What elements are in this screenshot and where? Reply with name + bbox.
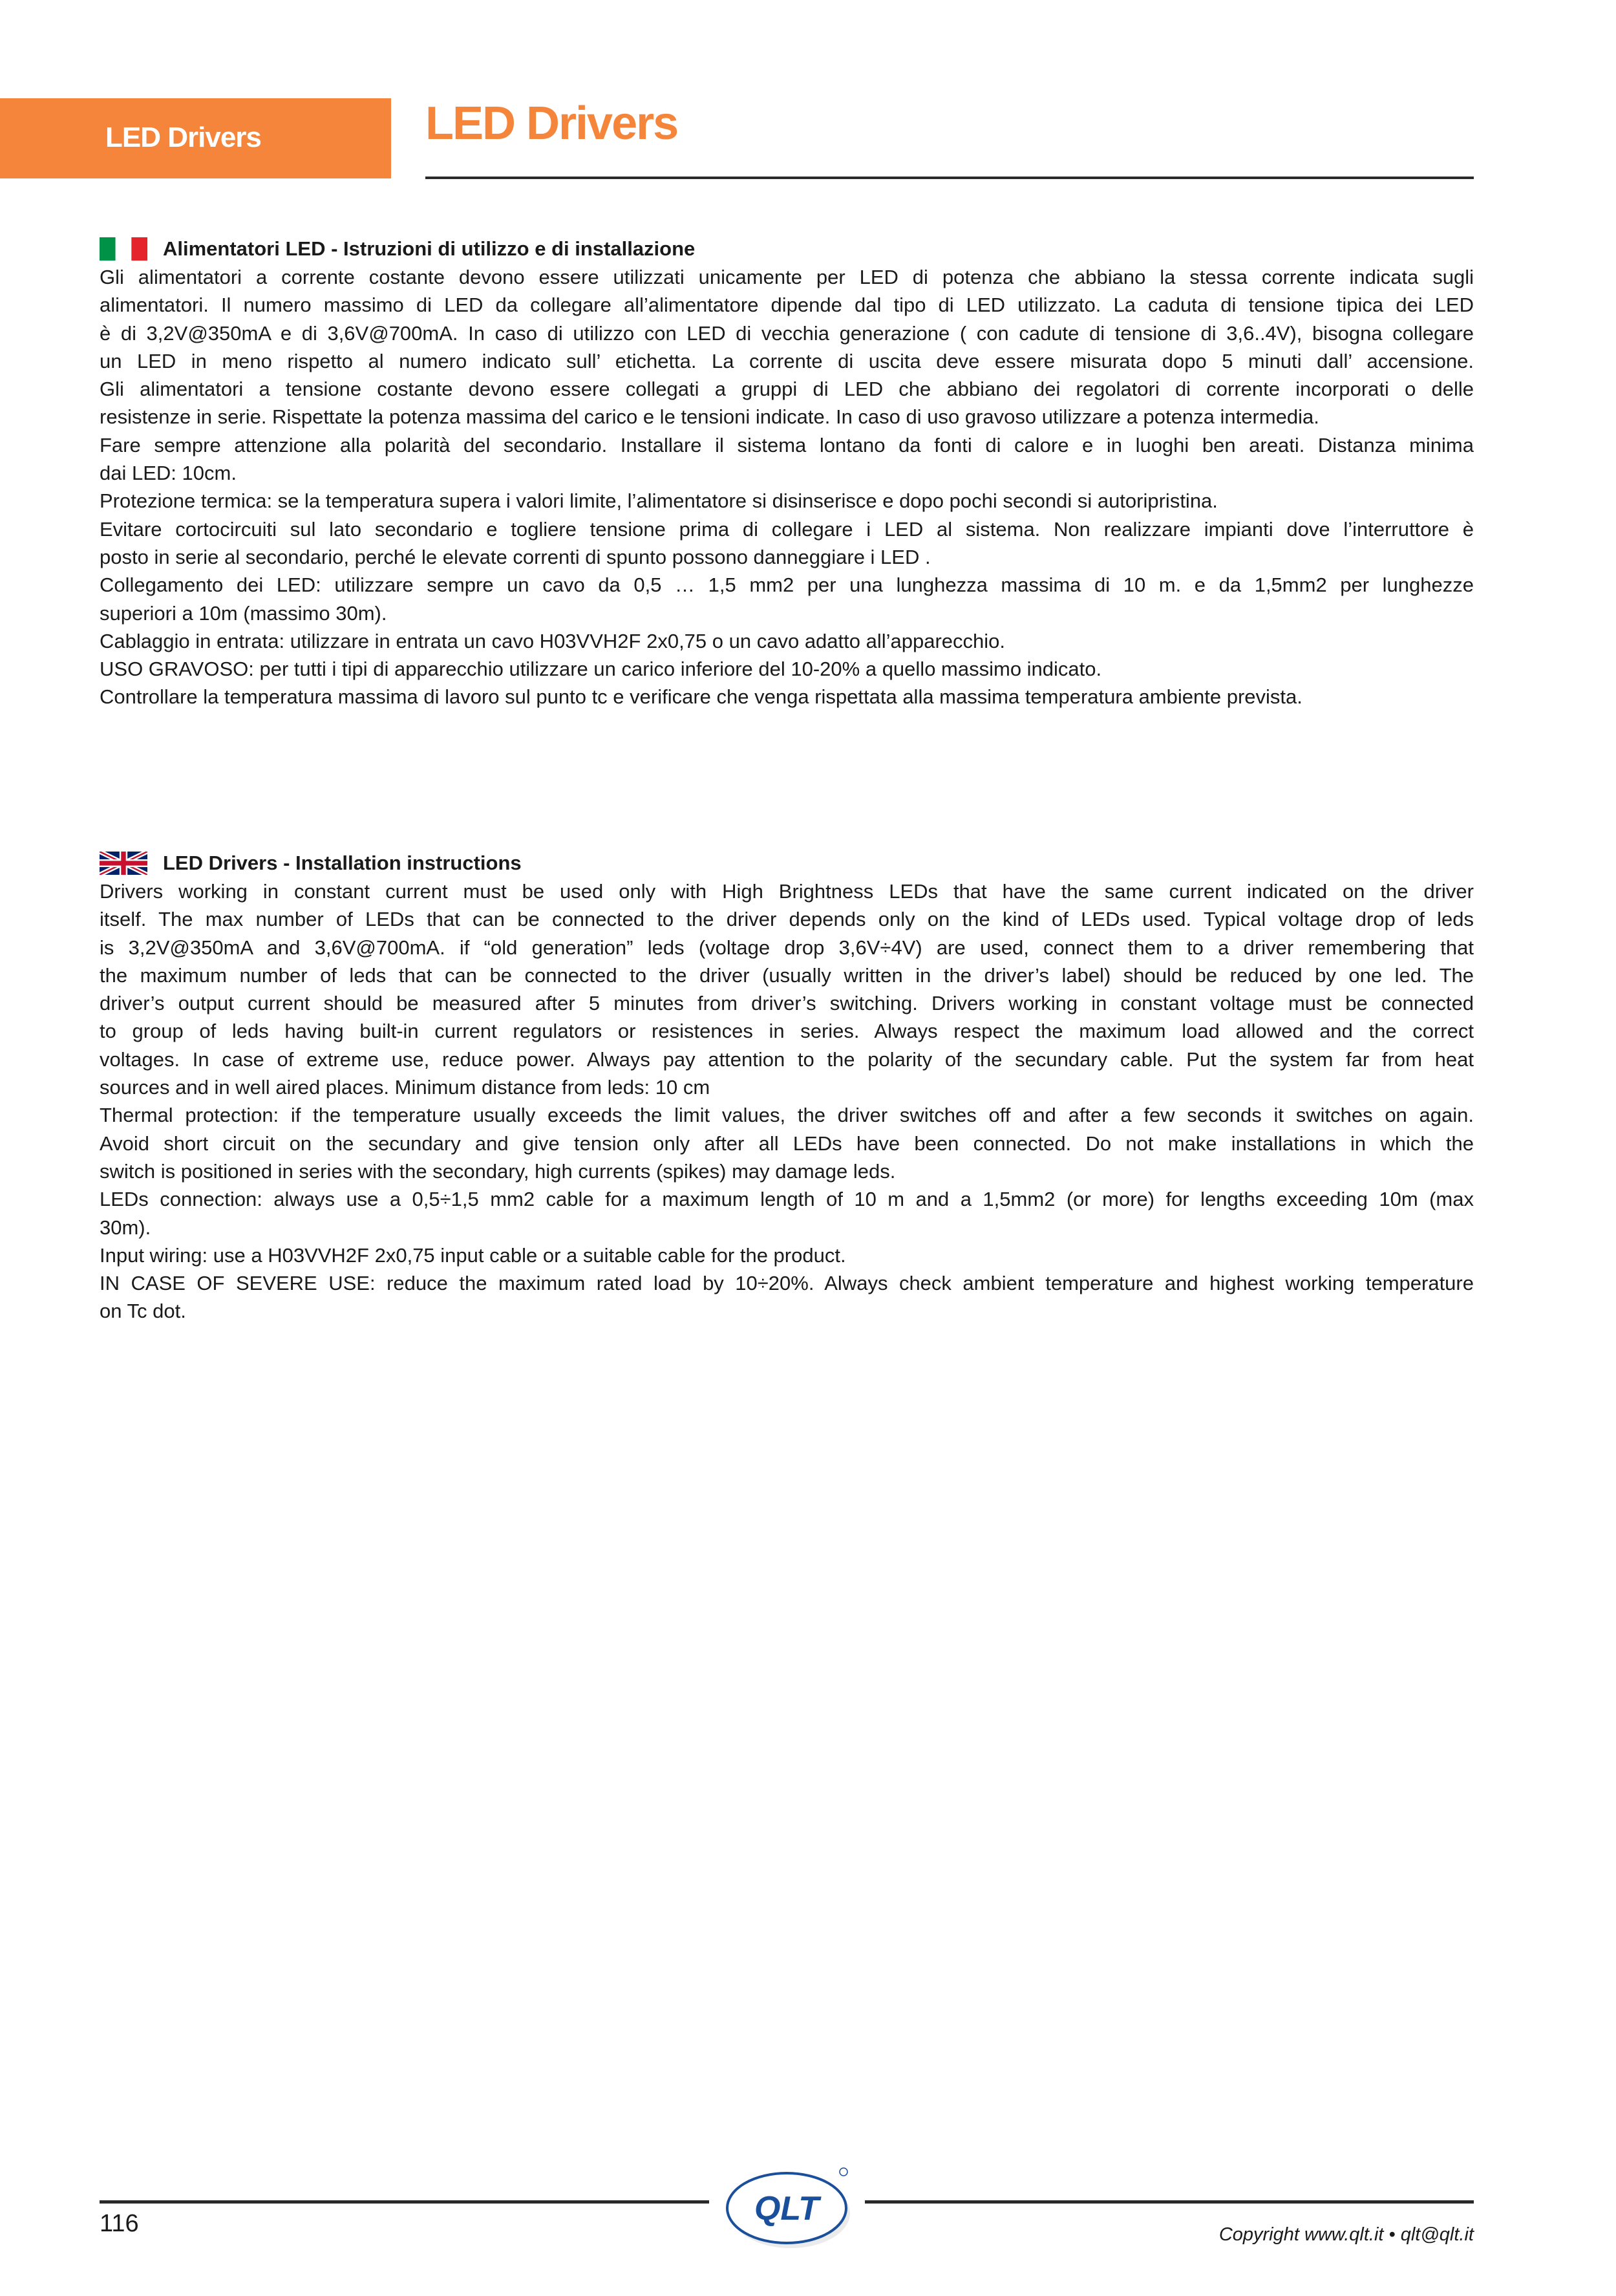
body-line: resistenze in serie. Rispettate la potenza massima del carico e le tensioni indicate. In caso di uso gravoso utilizzare a potenza intermedia. [100,405,1319,429]
body-line: LEDs connection: always use a 0,5÷1,5 mm2 cable for a maximum length of 10 m and a 1,5mm2 (or more) for lengths exceeding 10m (max [100,1188,1474,1211]
body-line: is 3,2V@350mA and 3,6V@700mA. if “old generation” leds (voltage drop 3,6V÷4V) are used, connect them to a driver remembering that [100,936,1474,959]
body-line: Thermal protection: if the temperature usually exceeds the limit values, the driver switches off and after a few seconds it switches on again. [100,1104,1474,1127]
body-line: sources and in well aired places. Minimum distance from leds: 10 cm [100,1076,710,1099]
header-divider [425,177,1474,179]
uk-flag-icon [100,852,147,875]
english-heading [100,849,1474,877]
english-section [100,849,1474,1325]
body-line: alimentatori. Il numero massimo di LED da collegare all’alimentatore dipende dal tipo di LED utilizzato. La caduta di tensione tipica dei LED [100,294,1474,317]
body-line: on Tc dot. [100,1300,186,1323]
logo-text: QLT [754,2190,820,2227]
body-line: un LED in meno rispetto al numero indicato sull’ etichetta. La corrente di uscita deve essere misurata dopo 5 minuti dall’ accensione. [100,349,1474,372]
body-line: Fare sempre attenzione alla polarità del secondario. Installare il sistema lontano da fonti di calore e in luoghi ben areati. Distanza minima [100,433,1474,456]
body-line: the maximum number of leds that can be connected to the driver (usually written in the driver’s label) should be reduced by one led. The [100,963,1474,987]
english-heading-text: LED Drivers - Installation instructions [163,852,522,874]
body-line: itself. The max number of LEDs that can be connected to the driver depends only on the kind of LEDs used. Typical voltage drop of leds [100,908,1474,931]
body-line: switch is positioned in series with the secondary, high currents (spikes) may damage leds. [100,1159,896,1183]
page-number: 116 [100,2210,139,2237]
body-line: posto in serie al secondario, perché le elevate correnti di spunto possono danneggiare i LED . [100,545,931,568]
body-line: Evitare cortocircuiti sul lato secondario e togliere tensione prima di collegare i LED al sistema. Non realizzare impianti dove l’interruttore è [100,517,1474,541]
copyright-text: Copyright www.qlt.it • qlt@qlt.it [1218,2224,1474,2245]
body-line: superiori a 10m (massimo 30m). [100,601,387,625]
body-line: USO GRAVOSO: per tutti i tipi di apparecchio utilizzare un carico inferiore del 10-20% a quello massimo indicato. [100,658,1102,681]
section-tab [0,98,391,178]
body-line: driver’s output current should be measured after 5 minutes from driver’s switching. Drivers working in constant voltage must be connected [100,992,1474,1015]
body-line: IN CASE OF SEVERE USE: reduce the maximum rated load by 10÷20%. Always check ambient temperature and highest working temperature [100,1272,1474,1295]
body-line: Avoid short circuit on the secundary and give tension only after all LEDs have been connected. Do not make installations in which the [100,1132,1474,1155]
body-line: 30m). [100,1216,151,1239]
body-line: Drivers working in constant current must be used only with High Brightness LEDs that have the same current indicated on the driver [100,880,1474,903]
body-line: Controllare la temperatura massima di lavoro sul punto tc e verificare che venga rispettata alla massima temperatura ambiente prevista. [100,685,1302,709]
qlt-logo [714,2163,863,2253]
body-line: to group of leds having built-in current regulators or resistences in series. Always respect the maximum load allowed and the correct [100,1020,1474,1043]
body-line: Input wiring: use a H03VVH2F 2x0,75 input cable or a suitable cable for the product. [100,1243,846,1267]
body-line: Collegamento dei LED: utilizzare sempre un cavo da 0,5 … 1,5 mm2 per una lunghezza massima di 10 m. e da 1,5mm2 per lunghezze [100,574,1474,597]
italy-flag-icon [100,237,147,261]
body-line: Gli alimentatori a corrente costante devono essere utilizzati unicamente per LED di potenza che abbiano la stessa corrente indicata sugli [100,266,1474,288]
italian-body [100,263,1474,711]
body-line: Cablaggio in entrata: utilizzare in entrata un cavo H03VVH2F 2x0,75 o un cavo adatto all’apparecchio. [100,629,1006,652]
body-line: Protezione termica: se la temperatura supera i valori limite, l’alimentatore si disinserisce e dopo pochi secondi si autoripristina. [100,489,1218,513]
body-line: Gli alimentatori a tensione costante devono essere collegati a gruppi di LED che abbiano dei regolatori di corrente incorporati o delle [100,378,1474,401]
italian-heading-text: Alimentatori LED - Istruzioni di utilizzo e di installazione [163,237,696,260]
footer-divider-right [865,2200,1474,2204]
body-line: dai LED: 10cm. [100,462,237,485]
english-body [100,877,1474,1325]
body-line: voltages. In case of extreme use, reduce power. Always pay attention to the polarity of the secundary cable. Put the system far from heat [100,1047,1474,1071]
section-tab-label: LED Drivers [105,122,261,153]
italian-heading [100,235,1474,263]
italian-section [100,235,1474,711]
footer-divider-left [100,2200,709,2204]
page-title: LED Drivers [425,98,678,149]
body-line: è di 3,2V@350mA e di 3,6V@700mA. In caso di utilizzo con LED di vecchia generazione ( con cadute di tensione di 3,6..4V), bisogna collegare [100,321,1474,345]
